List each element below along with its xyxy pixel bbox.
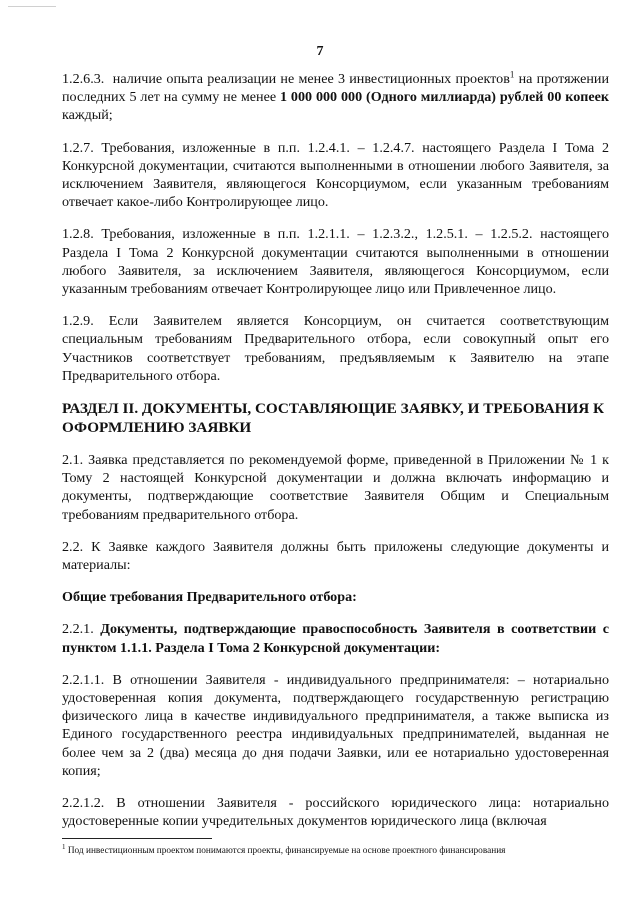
paragraph-2-2-1	[62, 620, 609, 656]
paragraph-2-2-1-1: 2.2.1.1. В отношении Заявителя - индивидуального предпринимателя: – нотариально удостоверенная копия документа, подтверждающего государственную регистрацию физического лица в качестве индивидуального предпринимателя, а также выписка из Единого государственного реестра индивидуальных предпринимателей, выданная не более чем за 2 (два) месяца до дня подачи Заявки, или ее нотариально удостоверенная копия;	[62, 671, 609, 779]
footnote	[62, 842, 609, 857]
general-requirements-heading: Общие требования Предварительного отбора:	[62, 589, 357, 606]
paragraph-2-2: 2.2. К Заявке каждого Заявителя должны быть приложены следующие документы и материалы:	[62, 538, 609, 574]
footnote-text: Под инвестиционным проектом понимаются проекты, финансируемые на основе проектного финансирования	[65, 846, 506, 856]
paragraph-bold-text: Документы, подтверждающие правоспособность Заявителя в соответствии с пунктом 1.1.1. Раздела I Тома 2 Конкурсной документации:	[62, 621, 610, 656]
paragraph-text-end: каждый;	[62, 107, 113, 124]
paragraph-2-1: 2.1. Заявка представляется по рекомендуемой форме, приведенной в Приложении № 1 к Тому 2 настоящей Конкурсной документации и должна включать информацию и документы, подтверждающие соответствие Заявителя Общим и Специальным требованиям предварительного отбора.	[62, 452, 609, 523]
paragraph-number: 2.2.1.	[62, 621, 94, 638]
footnote-ref[interactable]: 1	[509, 69, 515, 80]
page-number: 7	[316, 44, 324, 59]
paragraph-1-2-6-3	[62, 70, 609, 125]
footnote-marker: 1	[62, 842, 66, 851]
paragraph-1-2-8: 1.2.8. Требования, изложенные в п.п. 1.2.1.1. – 1.2.3.2., 1.2.5.1. – 1.2.5.2. настоящего Раздела I Тома 2 Конкурсной документации считаются выполненными в отношении любого Заявителя, за исключением Заявителя, являющегося Консорциумом, если указанным требованиям отвечает Контролирующее лицо или Привлеченное лицо.	[62, 226, 609, 298]
section-2-heading: РАЗДЕЛ II. ДОКУМЕНТЫ, СОСТАВЛЯЮЩИЕ ЗАЯВКУ, И ТРЕБОВАНИЯ К ОФОРМЛЕНИЮ ЗАЯВКИ	[62, 400, 605, 437]
scan-artifact	[8, 6, 56, 7]
paragraph-text: наличие опыта реализации не менее 3 инвестиционных проектов	[112, 71, 510, 87]
paragraph-text-cont: на протяжении последних 5 лет на сумму не менее	[62, 71, 609, 106]
paragraph-2-2-1-2: 2.2.1.2. В отношении Заявителя - российского юридического лица: нотариально удостоверенные копии учредительных документов юридического лица (включая	[62, 795, 609, 830]
footnote-divider	[62, 838, 212, 839]
page-body	[62, 70, 609, 843]
paragraph-number: 1.2.6.3.	[62, 71, 105, 87]
paragraph-1-2-7: 1.2.7. Требования, изложенные в п.п. 1.2.4.1. – 1.2.4.7. настоящего Раздела I Тома 2 Конкурсной документации, считаются выполненными в отношении любого Заявителя, за исключением Заявителя, являющегося Консорциумом, если указанным требованиям отвечает какое-либо Контролирующее лицо.	[62, 139, 609, 211]
amount-bold: 1 000 000 000 (Одного миллиарда) рублей 00 копеек	[279, 89, 609, 106]
paragraph-1-2-9: 1.2.9. Если Заявителем является Консорциум, он считается соответствующим специальным требованиям Предварительного отбора, если совокупный опыт его Участников соответствует требованиям, предъявляемым к Заявителю на этапе Предварительного отбора.	[62, 313, 609, 384]
